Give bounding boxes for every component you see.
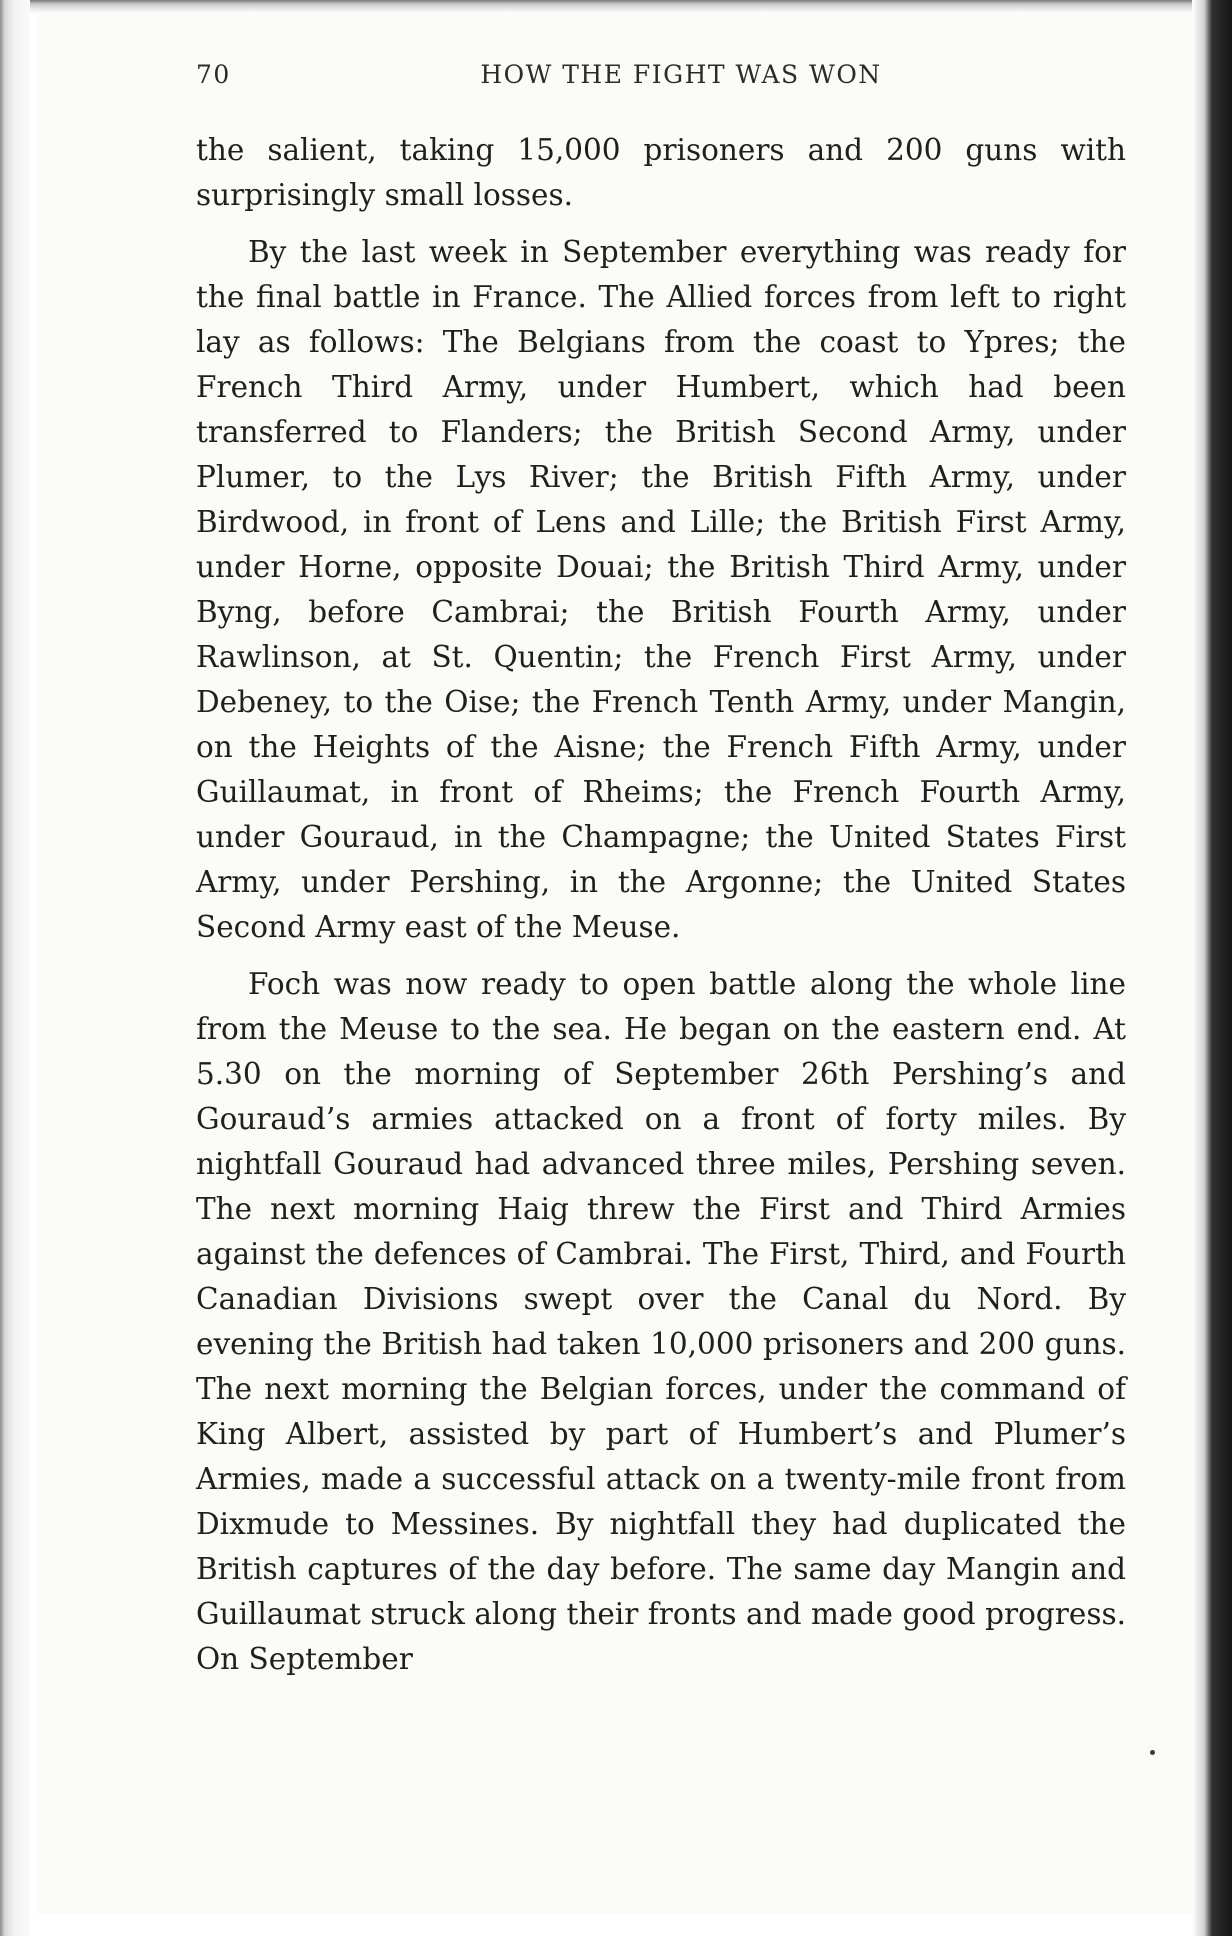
running-head [196, 60, 1126, 100]
paragraph-continued: the salient, taking 15,000 prisoners and 200 guns with surprisingly small losses. [196, 133, 1126, 212]
running-title: HOW THE FIGHT WAS WON [480, 60, 882, 89]
page-number: 70 [196, 60, 231, 89]
scan-speck [1150, 1750, 1155, 1755]
scan-border-left [0, 0, 30, 1936]
scan-border-top [0, 0, 1232, 14]
text-body [196, 128, 1126, 1694]
scan-border-right [1192, 0, 1232, 1936]
paragraph-allied-forces: By the last week in September everything was ready for the final battle in France. The Allied forces from left to right lay as follows: The Belgians from the coast to Ypres; the French Third Army, under Humbert, which had been transferred to Flanders; the British Second Army, under Plumer, to the Lys River; the British Fifth Army, under Birdwood, in front of Lens and Lille; the British First Army, under Horne, opposite Douai; the British Third Army, under Byng, before Cambrai; the British Fourth Army, under Rawlinson, at St. Quentin; the French First Army, under Debeney, to the Oise; the French Tenth Army, under Mangin, on the Heights of the Aisne; the French Fifth Army, under Guillaumat, in front of Rheims; the French Fourth Army, under Gouraud, in the Champagne; the United States First Army, under Pershing, in the Argonne; the United States Second Army east of the Meuse. [196, 235, 1126, 944]
paragraph-foch-battle: Foch was now ready to open battle along the whole line from the Meuse to the sea. He began on the eastern end. At 5.30 on the morning of September 26th Pershing’s and Gouraud’s armies attacked on a front of forty miles. By nightfall Gouraud had advanced three miles, Pershing seven. The next morning Haig threw the First and Third Armies against the defences of Cambrai. The First, Third, and Fourth Canadian Divisions swept over the Canal du Nord. By evening the British had taken 10,000 prisoners and 200 guns. The next morning the Belgian forces, under the command of King Albert, assisted by part of Humbert’s and Plumer’s Armies, made a successful attack on a twenty-mile front from Dixmude to Messines. By nightfall they had duplicated the British captures of the day before. The same day Mangin and Guillaumat struck along their fronts and made good progress. On September [196, 967, 1126, 1676]
